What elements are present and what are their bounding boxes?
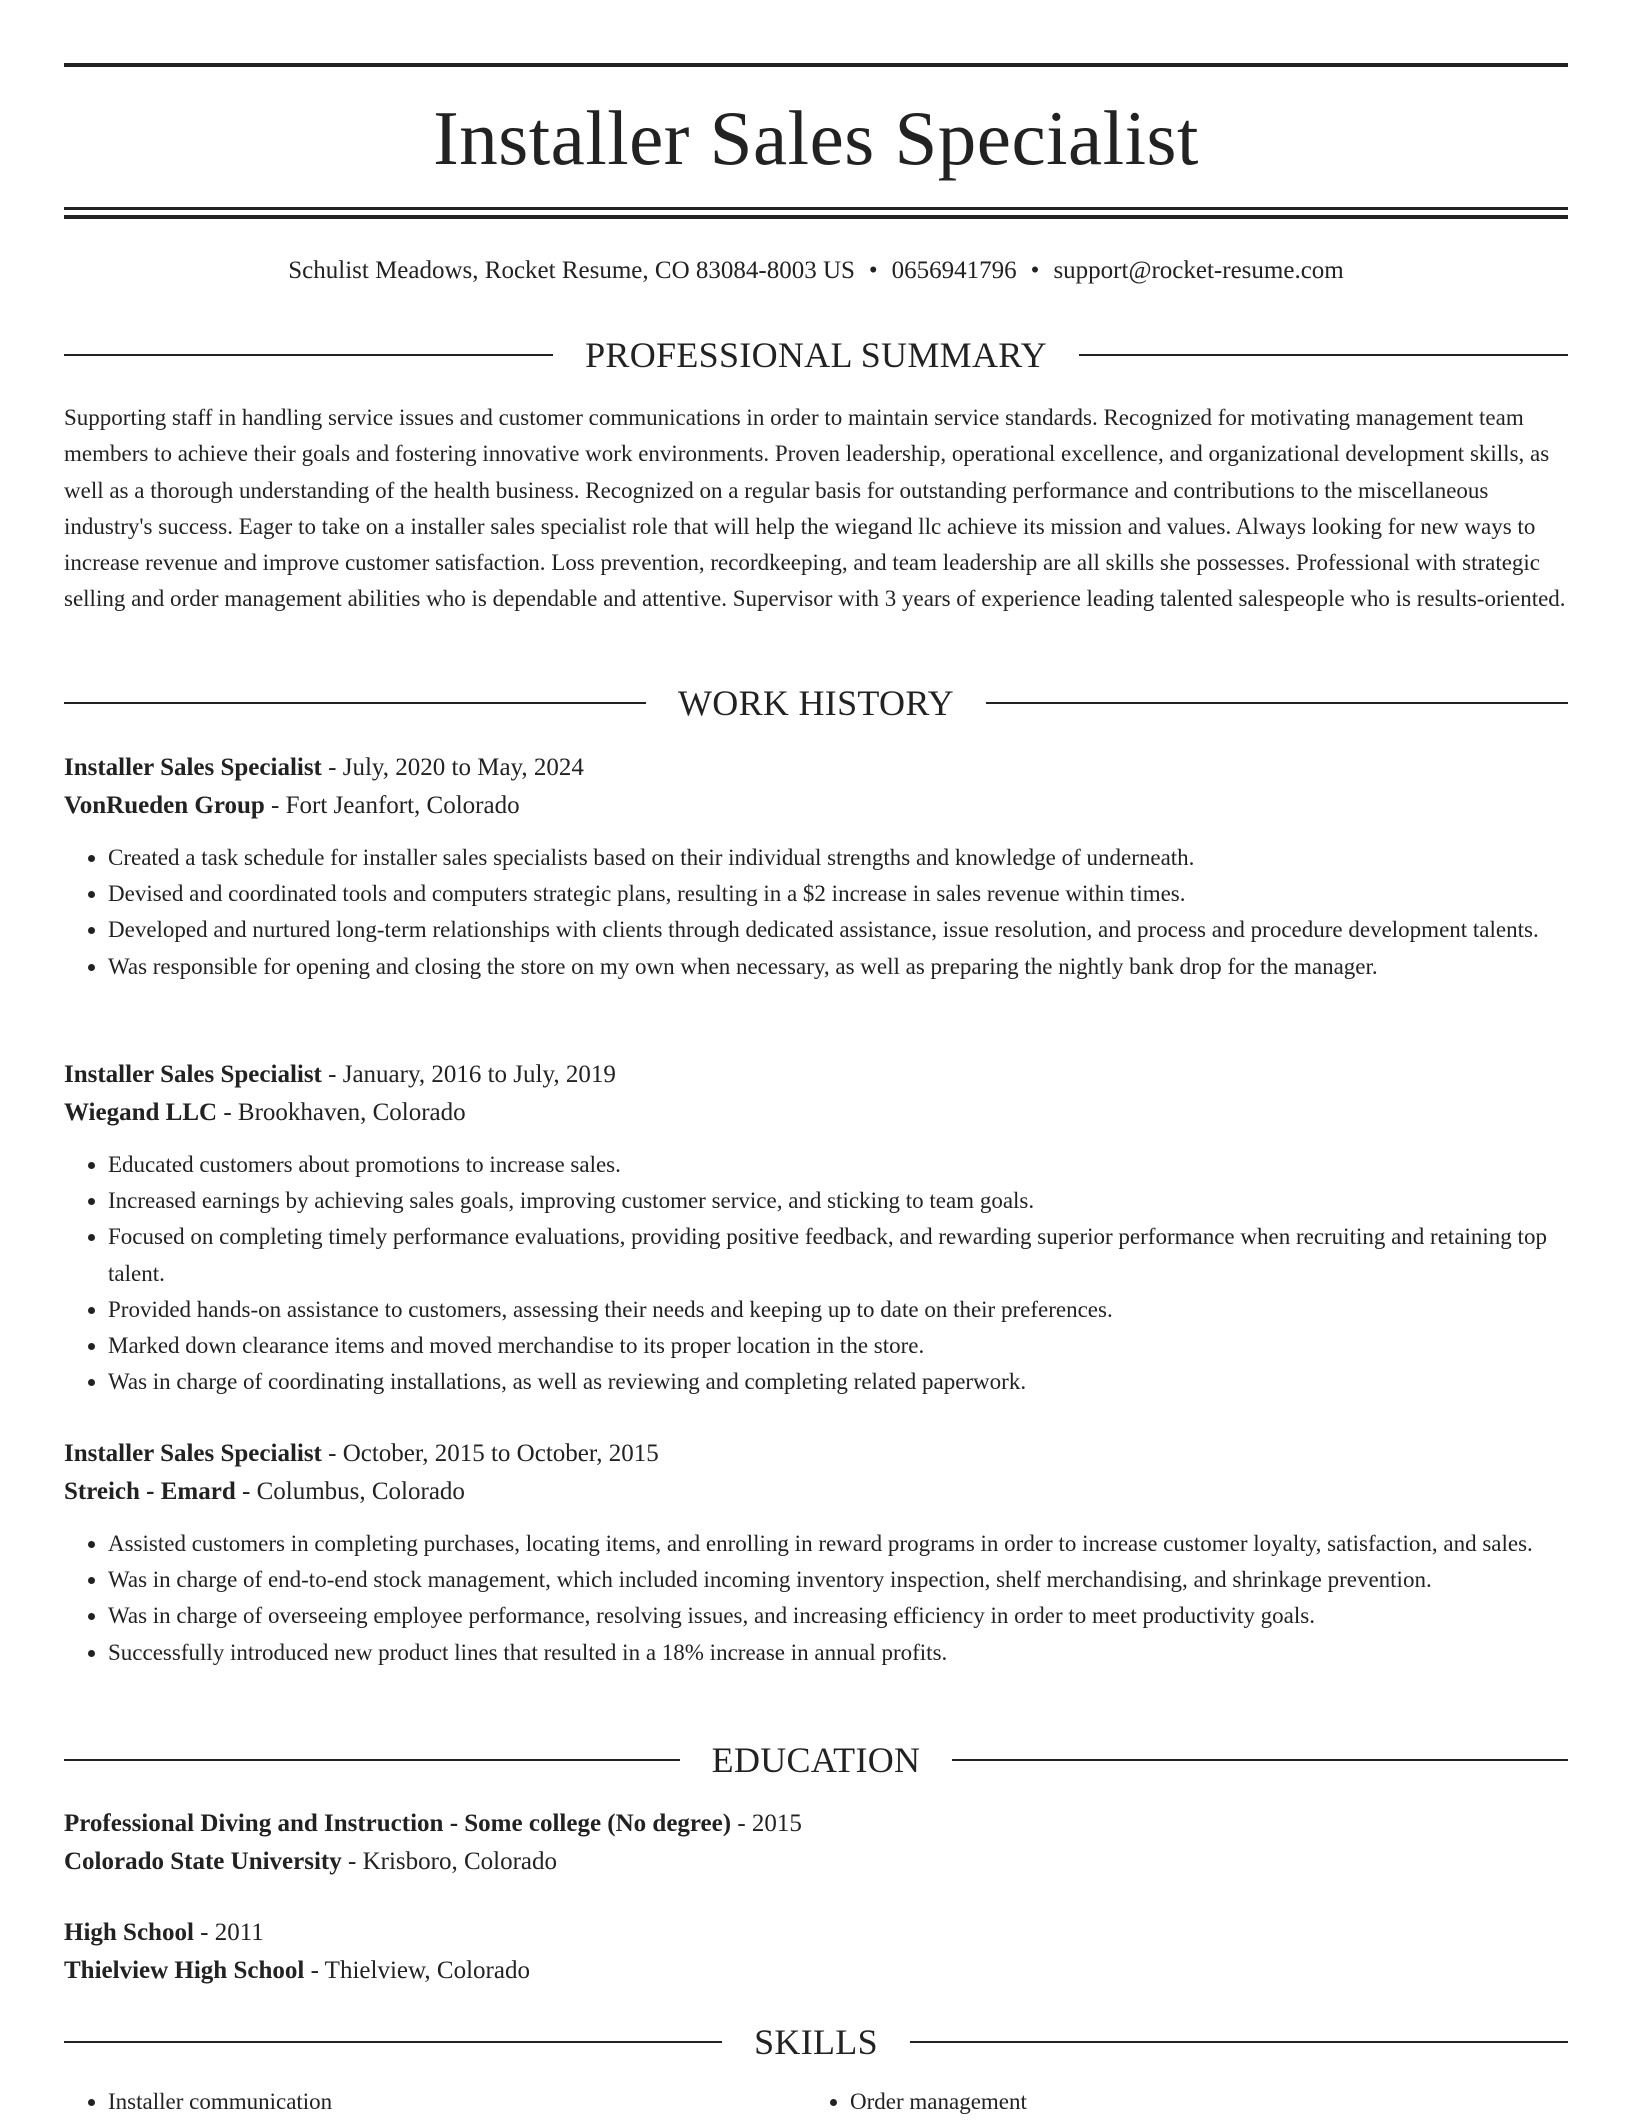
list-item: • Was in charge of coordinating installations, as well as reviewing and completing related paperwork. bbox=[108, 1364, 1568, 1400]
summary-text: Supporting staff in handling service issues and customer communications in order to maintain service standards. Recognized for motivating management team members to achieve their goals and fostering innovative work environments. Proven leadership, operational excellence, and organizational development skills, as well as a thorough understanding of the health business. Recognized on a regular basis for outstanding performance and contributions to the miscellaneous industry's success. Eager to take on a installer sales specialist role that will help the wiegand llc achieve its mission and values. Always looking for new ways to increase revenue and improve customer satisfaction. Loss prevention, recordkeeping, and team leadership are all skills she possesses. Professional with strategic selling and order management abilities who is dependable and attentive. Supervisor with 3 years of experience leading talented salespeople who is results-oriented. bbox=[64, 405, 1566, 612]
education-degree-line bbox=[64, 1914, 1568, 1952]
section-header-summary bbox=[64, 333, 1568, 377]
section-header-work-history bbox=[64, 681, 1568, 725]
job-bullets bbox=[64, 1147, 1568, 1400]
job-title-line bbox=[64, 1056, 1568, 1094]
education-degree-line bbox=[64, 1805, 1568, 1843]
job-company: VonRueden Group bbox=[64, 792, 265, 819]
education-location: - Thielview, Colorado bbox=[304, 1957, 530, 1984]
job-title: Installer Sales Specialist bbox=[64, 754, 322, 781]
skill-item: • Order management bbox=[850, 2084, 1548, 2120]
job-location: - Brookhaven, Colorado bbox=[217, 1099, 466, 1126]
list-item: • Successfully introduced new product lines that resulted in a 18% increase in annual profits. bbox=[108, 1635, 1568, 1671]
section-rule bbox=[1079, 354, 1568, 356]
list-item: • Developed and nurtured long-term relationships with clients through dedicated assistance, issue resolution, and process and procedure development talents. bbox=[108, 912, 1568, 948]
section-rule bbox=[64, 1759, 680, 1761]
job-dates: - October, 2015 to October, 2015 bbox=[321, 1440, 659, 1467]
job-title: Installer Sales Specialist bbox=[64, 1061, 322, 1088]
list-item: • Marked down clearance items and moved merchandise to its proper location in the store. bbox=[108, 1328, 1568, 1364]
section-header-education bbox=[64, 1738, 1568, 1782]
skills-column-left bbox=[64, 2084, 806, 2120]
section-rule bbox=[64, 354, 553, 356]
education-year: - 2015 bbox=[731, 1810, 802, 1837]
section-rule bbox=[910, 2041, 1568, 2043]
job-bullets bbox=[64, 840, 1568, 985]
skills-column-right bbox=[806, 2084, 1548, 2120]
job-title-line bbox=[64, 749, 1568, 787]
contact-address: Schulist Meadows, Rocket Resume, CO 83084-8003 US bbox=[288, 257, 855, 284]
job-location: - Fort Jeanfort, Colorado bbox=[264, 792, 520, 819]
job-title: Installer Sales Specialist bbox=[64, 1440, 322, 1467]
title-rule-lower bbox=[64, 215, 1568, 219]
job-location: - Columbus, Colorado bbox=[235, 1478, 465, 1505]
job-company: Streich - Emard bbox=[64, 1478, 236, 1505]
contact-line bbox=[64, 254, 1568, 288]
job-entry bbox=[64, 1435, 1568, 1671]
list-item: • Created a task schedule for installer sales specialists based on their individual strengths and knowledge of underneath. bbox=[108, 840, 1568, 876]
contact-separator: • bbox=[1030, 257, 1040, 284]
list-item: • Focused on completing timely performance evaluations, providing positive feedback, and rewarding superior performance when recruiting and retaining top talent. bbox=[108, 1219, 1568, 1291]
education-school-line bbox=[64, 1952, 1568, 1990]
skills-list bbox=[64, 2084, 1568, 2120]
list-item: • Was in charge of end-to-end stock management, which included incoming inventory inspection, shelf merchandising, and shrinkage prevention. bbox=[108, 1562, 1568, 1598]
section-title: WORK HISTORY bbox=[678, 683, 954, 723]
section-header-skills bbox=[64, 2020, 1568, 2064]
job-entry bbox=[64, 749, 1568, 985]
list-item: • Increased earnings by achieving sales goals, improving customer service, and sticking to team goals. bbox=[108, 1183, 1568, 1219]
skill-item: • Installer communication bbox=[108, 2084, 806, 2120]
list-item: • Educated customers about promotions to increase sales. bbox=[108, 1147, 1568, 1183]
job-title-line bbox=[64, 1435, 1568, 1473]
education-school: Colorado State University bbox=[64, 1848, 342, 1875]
job-company-line bbox=[64, 787, 1568, 825]
resume-title: Installer Sales Specialist bbox=[433, 95, 1199, 181]
job-bullets bbox=[64, 1526, 1568, 1671]
job-company-line bbox=[64, 1473, 1568, 1511]
list-item: • Provided hands-on assistance to customers, assessing their needs and keeping up to date on their preferences. bbox=[108, 1292, 1568, 1328]
top-rule bbox=[64, 63, 1568, 67]
list-item: • Devised and coordinated tools and computers strategic plans, resulting in a $2 increase in sales revenue within times. bbox=[108, 876, 1568, 912]
section-title: EDUCATION bbox=[711, 1740, 921, 1780]
section-title: SKILLS bbox=[754, 2022, 878, 2062]
education-degree: Professional Diving and Instruction - Some college (No degree) bbox=[64, 1810, 732, 1837]
section-rule bbox=[986, 702, 1568, 704]
contact-email[interactable]: support@rocket-resume.com bbox=[1053, 257, 1344, 284]
job-dates: - July, 2020 to May, 2024 bbox=[321, 754, 584, 781]
job-company-line bbox=[64, 1094, 1568, 1132]
education-degree: High School bbox=[64, 1919, 194, 1946]
education-location: - Krisboro, Colorado bbox=[341, 1848, 557, 1875]
education-school-line bbox=[64, 1843, 1568, 1881]
list-item: • Was responsible for opening and closing the store on my own when necessary, as well as preparing the nightly bank drop for the manager. bbox=[108, 949, 1568, 985]
list-item: • Assisted customers in completing purchases, locating items, and enrolling in reward programs in order to increase customer loyalty, satisfaction, and sales. bbox=[108, 1526, 1568, 1562]
list-item: • Was in charge of overseeing employee performance, resolving issues, and increasing efficiency in order to meet productivity goals. bbox=[108, 1598, 1568, 1634]
section-rule bbox=[64, 2041, 722, 2043]
education-school: Thielview High School bbox=[64, 1957, 305, 1984]
education-entry bbox=[64, 1914, 1568, 1990]
contact-phone: 0656941796 bbox=[891, 257, 1017, 284]
job-dates: - January, 2016 to July, 2019 bbox=[321, 1061, 616, 1088]
job-company: Wiegand LLC bbox=[64, 1099, 218, 1126]
section-title: PROFESSIONAL SUMMARY bbox=[585, 335, 1047, 375]
section-rule bbox=[952, 1759, 1568, 1761]
job-entry bbox=[64, 1056, 1568, 1400]
contact-separator: • bbox=[868, 257, 878, 284]
title-rule-upper bbox=[64, 207, 1568, 210]
education-entry bbox=[64, 1805, 1568, 1881]
section-rule bbox=[64, 702, 646, 704]
education-year: - 2011 bbox=[193, 1919, 264, 1946]
